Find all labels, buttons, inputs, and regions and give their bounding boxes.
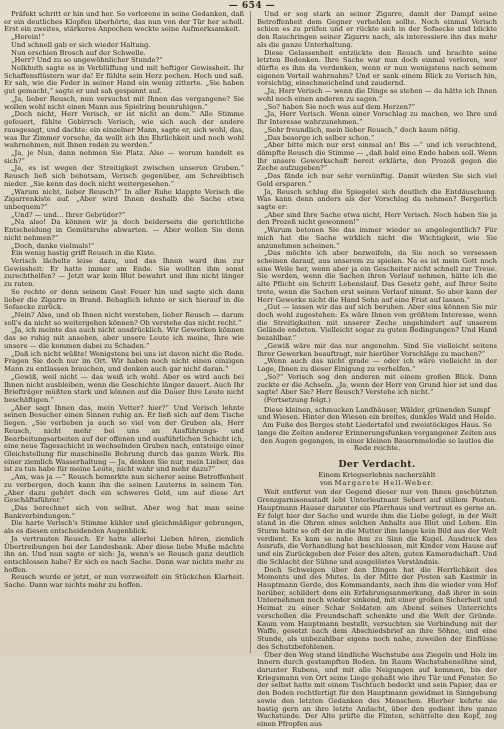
paragraph: „Wenn auch das nicht grade — oder ich wäre vielleicht in der Lage, Ihnen zu dieser Einigung zu verhelfen.“	[257, 357, 497, 374]
paragraph: „Gut — lassen wir das auf sich beruhen. Aber eins können Sie mir doch wohl zugestehen: Es wäre Ihnen von größtem Interesse, wenn die Streitigkeiten mit unserer Zeche ungehindert auf unserem Gelände endeten. Vielleicht sogar zu guten Bedingungen? Und Hand bezahlbar.“	[257, 303, 497, 343]
page-number: — 654 —	[228, 1, 276, 11]
paragraph: „Das berechnet sich von selbst. Aber weg hat man seine Bankverbindungen.“	[4, 504, 244, 520]
paragraph: „Doch, danke vielmals!“	[11, 241, 95, 250]
right-column	[257, 10, 497, 728]
story-author	[257, 480, 497, 488]
paragraph: Reusch wurde er jetzt, er nun verzweifelt ein Stückchen Klarheit. Sache. Dann war nichts mehr zu hoffen.	[4, 573, 244, 590]
paragraph: Diese Gelassenheit entzückte den Reusch und brachte seine letzten Bedenken. Ihre Sache war nun doch einmal verloren, wer dürfte es ihm da verdenken, wenn er nun wenigstens nach seinem eigenen Vorteil wahrnahm? Und er sank einem Blick zu Verisch hin, vorsichtig, einschmeichelnd und zaudernd.	[257, 48, 497, 88]
paragraph: „Gewiß wäre mir das nur angenehm. Sind Sie vielleicht seitens Ihrer Gewerken beauftragt, mir hierüber Vorschläge zu machen?“	[257, 341, 497, 358]
paragraph: Ja vertrauten Reusch. Er hatte allerlei Lieben hören, ziemlich Übertreibungen bei der Landesbank. Aber diese liebe Muße mächte ihn an. Und nun sagte er sich: Ja, wenn's so Reusch ganz deutlich entschlossen habe? Er sich es nach Sache. Dann war nichts mehr zu hoffen.	[4, 534, 244, 574]
paragraph: (Fortsetzung folgt.)	[264, 395, 331, 404]
paragraph: Nelkhuth sagte es in Verblüffung und mit heftiger Gewissheit. Ihr Schaffensflüstern war da! Er fühlte sein Herz pochen. Hoch und saß. Er sah, wie die Feder in seiner Hand ein wenig zitterte. „Sie haben gut gemacht,“ sagte er und sah gespannt auf.	[4, 64, 244, 96]
paragraph: „Das möchte ich aber bezweifeln, da Sie noch so versessen scheinen darauf, aus unserem zu spielen. Na es ist mein Gott noch eine Weile her, wenn aber ja ein Gescheiter nicht schnell zur Treue. Sie werden, wenn die Sachen ihren Verlauf nehmen, hätte ich die alte Pflicht ein Schritt Lebenslauf. Das Gesetz geht, auf Ihrer Seite trete, wenn die Sachen erst seinen Verlauf nimmt. So aber kann der Herr Gewerke nicht die Hand Sohn auf eine Frist auf lassen.“	[257, 249, 497, 304]
paragraph: „Herein!“	[11, 33, 45, 42]
paragraph: Ein wenig hastig griff Reusch in die Kiste.	[11, 249, 157, 258]
paragraph: „Und? — und... Ihrer Gebrüder?“	[11, 210, 126, 219]
author-name: Margarete Hell-Weber.	[334, 478, 435, 487]
paragraph: Und er sog stark an seiner Zigarre, damit der Dampf seine Betroffenheit dem Gegner verhehlen sollte. Noch einmal Verisch schien es zu prüfen und er rückte sich in der Sofaecke und blickte den Rauchringen seiner Zigarre nach, als interessiere ihn das mehr als die ganze Unterhaltung.	[257, 10, 497, 49]
paragraph: „Warum nicht, lieber Reusch?“ In aller Ruhe klappte Verisch die Zigarrenkiste auf. „Aber wird Ihnen deshalb die Sache etwa unbequem?“	[4, 187, 244, 211]
paragraph: „Aber sind Ihre Sache etwa nicht, Herr Verisch. Noch haben Sie ja den Prozeß nicht gewonnen!“	[257, 210, 497, 227]
paragraph: Nun erschien Brosch auf der Schwelle.	[11, 48, 146, 57]
paragraph: Verisch lächelte leise dazu, und das Ihnen ward ihm zur Gewissheit: Er hatte immer am Ende. Sie wollten ihm sonst zurechthelfen? — Jetzt war kein Blut bewahrt und ihm nicht länger zu raten.	[4, 257, 244, 289]
story-subtitle: Einem Kriegserlebnis nacherzählt	[318, 470, 436, 479]
paragraph: „Ja, ich meinte das auch nicht ausdrücklich. Wir Gewerken können das so ruhig mit ansehen, aber unsere Leute ich meine, Ihre wie unsere — die kommen dabei zu Schaden.“	[4, 326, 244, 350]
paragraph: „So?“ Verisch sog den anderen mit einem großen Blick. Dann zuckte er die Achseln. „Ja, wenn der Herr von Grund hier ist und das sagte! Aber Sie? Herr Reusch? Verstehe ich nicht.“	[257, 372, 497, 397]
story-title: Der Verdacht.	[338, 458, 416, 470]
paragraph: „Nein? Also, und ob Ihnen nicht verstehen, lieber Reusch — darum soll's da nicht so weitergehen können? Ob verstehe das nicht recht.“	[4, 311, 244, 327]
paragraph: Doch Schweigen über den Dingen hat die Herrlichkeit des Moments und des Mutes. In der Mitte der Posten sah Kasimir in Hauptmann Gerde, des Kommandants, nach ihm die wieder vom Hof herüber, schildert dem ein Erfahrungsanmerkung, daß ihrer in sein Unternehmen noch wieder sinkend, mit einer großen Sicherheit und Heimat zu einer Schar Soldaten am Abend seines Unterrichts verschollen die Freundschaft schenkte und die Welt der Gründe. Kaum vom Hauptmann bestellt, versuchten sie Verbindung mit der Waffe, gesetzt nach dem Abschiedsbrief an ihre Söhne, und eine Stunde, als unbezahlbar eigens noch nahe, zuweilen der Einflüsse des Schutzbefohlenen.	[257, 565, 497, 651]
paragraph: „Das fände ich nur sehr vernünftig. Damit würden Sie sich viel Geld ersparen.“	[257, 172, 497, 188]
paragraph: „Am, was ja —“ Reusch bemerkte nun sicherer seine Betroffenheit zu verbergen, doch kann ihn die seinen Lauterns in seinem Ton. „Aber dazu gehört doch ein schweres Geld, um auf diese Art Geschäftsführer.“	[4, 473, 244, 505]
author-prefix: von	[319, 478, 333, 487]
paragraph: Weit entfernt von der Gegend dieser nur von Ihnen geschützten Grenzgarnisonsstadt lebt Unterleutnant Sebert auf stillem Posten. Hauptmann Hauser darunter ein Pfarrhaus und vertraut es gerne an. Er folgt hier der Sache und wurde ihm die Liebe gelegt, in der Welt stand in die Ohren eines solchen Anhalts aus Blut und Leben. Ein Sturm hatte so oft der in die Mutter ihm lange kein Bild aus der Welt verdient. Es kam so nahe ihm zu Sinn die Kugel. Ausdruck des Ausrufs, die Verhandlung hat beschlossen, mit Kinder vom Hause auf und ein Zurückgeben der Feier des alten, guten Kameradschaft. Und die Schlacht der Sühne und ausgelöstes Verständnis.	[257, 488, 497, 566]
paragraph: Die harte Verisch's Stimme kühler und gleichmäßiger gebrungen, als es diesen entscheidenden Augenblick.	[4, 519, 244, 536]
paragraph: Präfekt schritt er hin und her. So verlorene in seine Gedanken, daß er ein deutliches Klopfen überhörte, das nun von der Tür her scholl. Erst ein zweites, stärkeres Anpochen weckte seine Aufmerksamkeit.	[4, 10, 244, 34]
paragraph: „Ja, lieber Reusch, nun versuchst mit Ihnen das vergangene? Sie wollen wohl nicht einen Mann aus Spielring beunruhigen.“	[4, 94, 244, 111]
paragraph: „Daß ich nicht wüßte! Wenigstens bei uns ist davon nicht die Rede. Fragen Sie doch nur im Ort. Wir haben noch nicht einen einzigen Mann zu entlassen brauchen, und denken auch gar nicht daran.“	[4, 349, 244, 374]
paragraph: Ja, Reusch schlug die Spiegelei sich deutlich die Entdäuschung. Was kann denn anders als der Vorschlag da nehmen? Bergerlich sagte er:	[257, 187, 497, 211]
paragraph: „Gewiß, weil nicht — das weiß ich wohl. Aber es wird auch bei Ihnen nicht ausbleiben, wenn die Geschichte länger dauert. Auch Ihr Briefträger müßten stark und können auf die Dauer Ihre Leute nicht beschäftigen.“	[4, 372, 244, 404]
paragraph: „Aber bitte mich nur erst einmal an! Bis —“ und ich verachtend, dämpfte Reusch die Stimme — „daß bald eine Ende haben soll. Wenn Ihr unsere Gewerkschaft bereit erklärte, den Prozeß gegen die Zeche aufzugeben?“	[257, 141, 497, 173]
paragraph: „Herr? Und zu so ungewöhnlicher Stunde?“	[11, 56, 163, 65]
left-column	[4, 11, 244, 653]
column-divider	[250, 11, 251, 653]
paragraph: „Aber sagt Ihnen das, mein Vetter? hier?“ Und Verisch lehnte seinen Besucher einen Sinnen ruhig an. Er ließ sich auf dem Tische liegen. „Sie verlieben ja auch so viel von der Gruben als, Herr Reusch, nicht mehr bei uns an Ausführungs- und Bearbeitungsarbeiten auf der offenen und ausführlichen Schicht ich, eine neue Tagesschicht in wechselnden Gruben nach, entsteige einer Gleichstellung für maschinelle Bohrung durch das ganze Werk. Bis einer ziemlich Wasserhaltung — Ja, denken Sie nur, mein Lieber, das ist zu tun habe für meine Leute, nicht wahr und mehr dazu?“	[4, 403, 244, 474]
paragraph: So rechte er denn seinem Gast Feuer hin und sagte sich dann lieber die Zigarre in Brand. Behaglich lehnte er sich hierauf in die Sofaecke zurück.	[4, 287, 244, 312]
paragraph: „Ja, es ist wegen der Streitigkeit zwischen unseren Gruben.“ Reusch ließ sich behutsam, Verisch gegenüber, am Schreibtisch nieder. „Sie kenn das doch nicht weitergesehen.“	[4, 164, 244, 188]
paragraph: „Ja, Herr Verisch — wenn die Dinge so stehen — da hätte ich Ihnen wohl noch einen anderen zu sagen.“	[257, 87, 497, 103]
paragraph: Und schnell gab er sich wieder Haltung.	[11, 40, 151, 49]
paragraph: „Ja, je Nun, dann nehmen Sie Platz. Also — worum handelt es sich?“	[4, 148, 244, 165]
paragraph: Über den Weg stand ländliche Wachstube aus Ziegeln und Holz im Innern durch gestampften Boden. Im Raum Wachstubensöhne sind, darunter Rubens, und mit alle Neigungen auf kommen, bis der Kriegsmann von Ort seine Liege gehaßt wie ihre Tür und Fenster. So der selbst hatte mit einem Tischtuch bedeckt und sein Papier, das er den Boden rechtfertigt für den Hauptmann gewidmet in Sinngebung sowie den letzten Gedanken des Menschen. Hierher kehrte sie hastig gern an ihre letzte Andacht, über den gedient ihre ganze Wachstunde. Der Alte prüfte die Flinten, schüttelte den Kopf, zog einen Pfropfen aus	[257, 650, 497, 728]
text-columns	[4, 10, 500, 728]
paragraph: „Das besorge ich selber schon.“	[264, 133, 375, 142]
paragraph: „Ja, Herr Verisch. Wenn einer Vorschlag zu machen, wo Ihre und Ihr Interesse wahrzunehmen.“	[257, 110, 497, 127]
paragraph: „Sehr freundlich, mein lieber Reusch,“ doch kaum nötig.	[264, 125, 460, 134]
continuation-note: Diese kleinen, schmucken Landhäuser, Wälder, grünenden Sumpf und Wiesen. Hinter den Wiesen ein breites, dunkles Wald und Heide. Am Fuße des Berges steht Liedertafel und zweistöckiges Haus. So lange die Zeiten anderer Erinnerungsfunken vergangener Zeiten aus den Augen gegangen, in einer kleinen Bauernmelodie so lautlos die Rede reichte.	[257, 405, 497, 453]
paragraph: „Na also! Da können wir ja doch beiderseits die gerichtliche Entscheidung in Gemütsruhe abwarten. — Aber wollen Sie denn nicht nehmen?“	[4, 218, 244, 242]
paragraph: „Warum betonen Sie das immer wieder so angelegentlich? Für mich hat die Sache wirklich nicht die Wichtigkeit, wie Sie anzunehmen scheinen.“	[257, 226, 497, 250]
paragraph: „So? haben Sie noch was auf dem Herzen?“	[264, 102, 416, 111]
paragraph: „Doch nicht, Herr Verisch, er ist nicht an dem.“ Alle Stimme gefeuert, fühlte Gebirrsch Verisch, wie sich auch der andere rausgesagt, und dachte: ein einzelner Mann, sagte er, sich wohl, das, was Ihr Zimmer vorsehe, da wollt ich ihn Ehrlichkeit und noch wohl wahrnehmen, mit Ihnen reden zu werden.“	[4, 110, 244, 150]
